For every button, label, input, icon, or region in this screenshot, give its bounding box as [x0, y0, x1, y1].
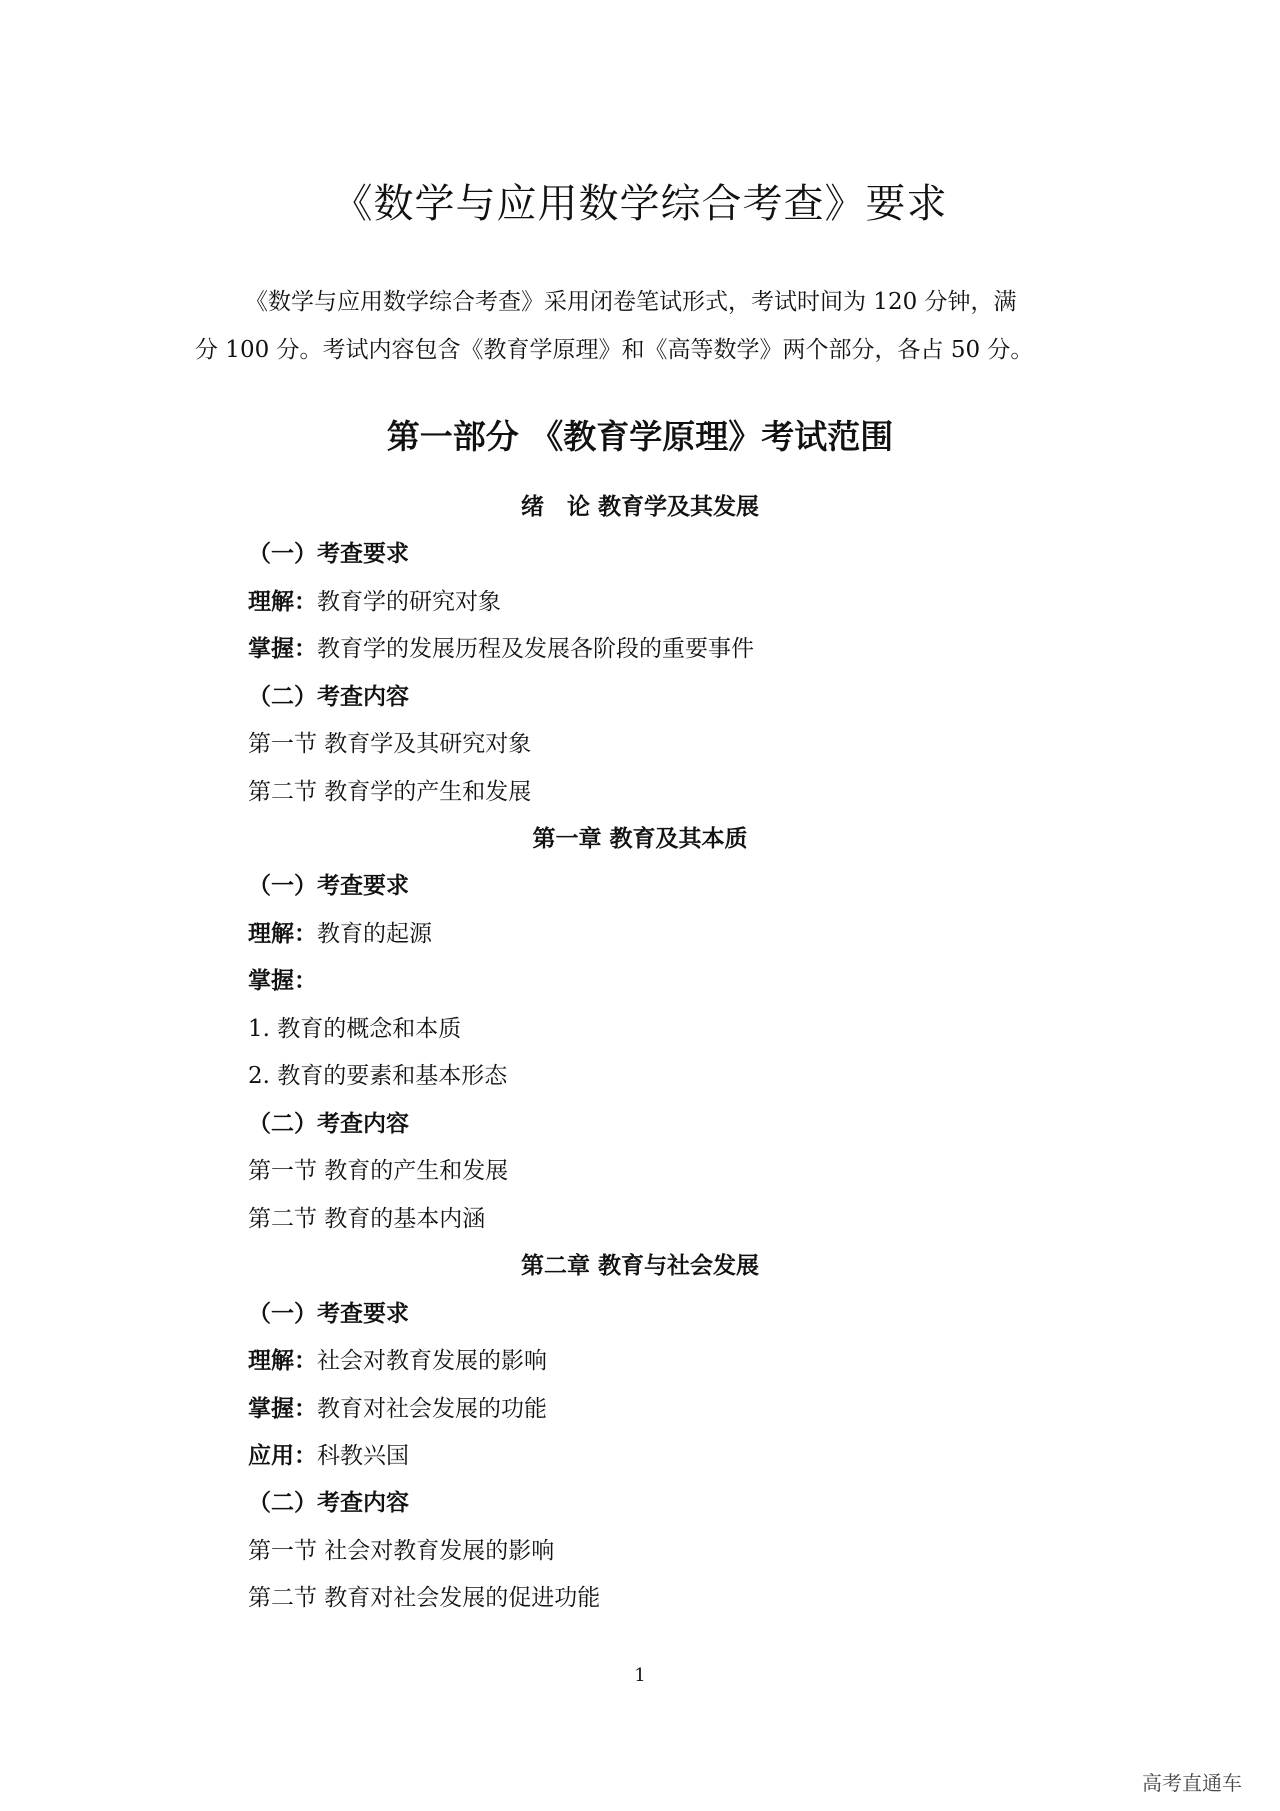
understand-text: 教育的起源 — [317, 921, 432, 947]
requirements-heading: （一）考查要求 — [248, 540, 409, 567]
master-text: 教育对社会发展的功能 — [317, 1396, 547, 1422]
chapter-heading: 第二章 教育与社会发展 — [520, 1252, 759, 1279]
content-heading: （二）考查内容 — [248, 1110, 409, 1137]
master-item — [248, 964, 317, 998]
requirements-heading: （一）考查要求 — [248, 1300, 409, 1327]
apply-text: 科教兴国 — [317, 1443, 409, 1469]
requirements-heading: （一）考查要求 — [248, 872, 409, 899]
understand-text: 教育学的研究对象 — [317, 589, 501, 615]
understand-item — [248, 585, 501, 619]
apply-item — [248, 1439, 409, 1473]
master-list-item: 1. 教育的概念和本质 — [248, 1016, 462, 1042]
understand-label: 理解： — [248, 920, 317, 947]
content-heading: （二）考查内容 — [248, 1489, 409, 1516]
understand-label: 理解： — [248, 588, 317, 615]
understand-text: 社会对教育发展的影响 — [317, 1348, 547, 1374]
master-item — [248, 1392, 547, 1426]
chapter-heading: 第一章 教育及其本质 — [532, 825, 748, 852]
understand-item — [248, 917, 432, 951]
master-label: 掌握： — [248, 967, 317, 994]
master-item — [248, 632, 754, 666]
understand-label: 理解： — [248, 1347, 317, 1374]
master-text: 教育学的发展历程及发展各阶段的重要事件 — [317, 636, 754, 662]
intro-line-1: 《数学与应用数学综合考查》采用闭卷笔试形式，考试时间为 120 分钟，满 — [245, 289, 1017, 315]
content-item: 第一节 社会对教育发展的影响 — [248, 1538, 555, 1564]
content-item: 第一节 教育学及其研究对象 — [248, 731, 532, 757]
content-heading: （二）考查内容 — [248, 683, 409, 710]
document-title: 《数学与应用数学综合考查》要求 — [332, 181, 948, 227]
apply-label: 应用： — [248, 1442, 317, 1469]
intro-paragraph — [195, 278, 1095, 374]
master-label: 掌握： — [248, 1395, 317, 1422]
part-title: 第一部分 《教育学原理》考试范围 — [386, 417, 894, 456]
intro-line-2: 分 100 分。考试内容包含《教育学原理》和《高等数学》两个部分，各占 50 分。 — [195, 337, 1034, 363]
master-label: 掌握： — [248, 635, 317, 662]
master-list-item: 2. 教育的要素和基本形态 — [248, 1063, 508, 1089]
content-item: 第二节 教育的基本内涵 — [248, 1206, 486, 1232]
content-item: 第二节 教育对社会发展的促进功能 — [248, 1585, 601, 1611]
page-number: 1 — [634, 1665, 646, 1686]
content-item: 第一节 教育的产生和发展 — [248, 1158, 509, 1184]
chapter-heading: 绪 论 教育学及其发展 — [520, 493, 759, 520]
watermark: 高考直通车 — [1142, 1771, 1242, 1795]
understand-item — [248, 1344, 547, 1378]
content-item: 第二节 教育学的产生和发展 — [248, 779, 532, 805]
